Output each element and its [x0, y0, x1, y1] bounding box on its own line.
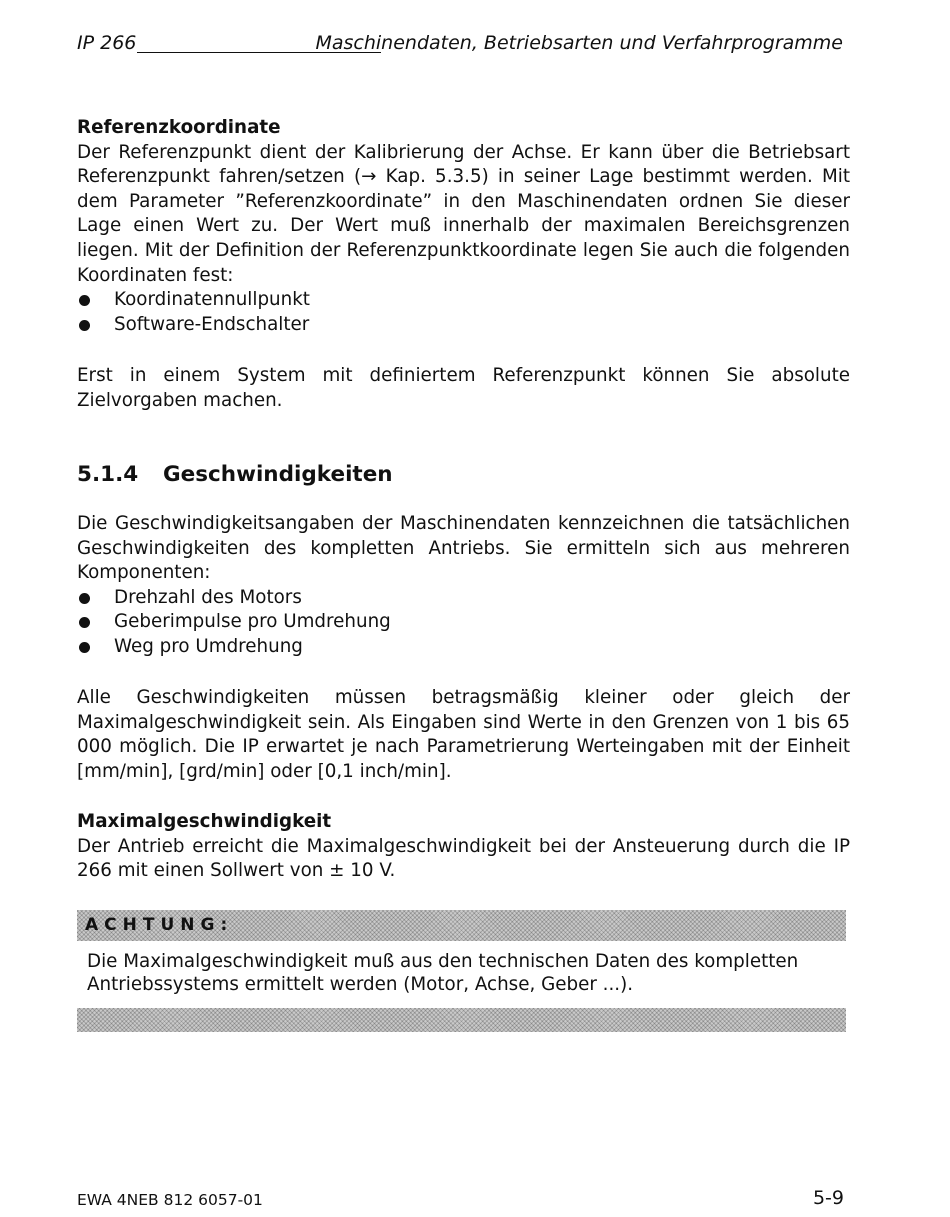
referenz-block — [77, 116, 850, 337]
footer-page-number: 5-9 — [812, 1187, 844, 1209]
list-item-text: Drehzahl des Motors — [114, 586, 302, 608]
header-chapter-title: Maschinendaten, Betriebsarten und Verfahrprogramme — [315, 32, 843, 54]
caution-header-bar — [77, 910, 846, 941]
bullet-icon — [79, 320, 90, 331]
bullet-icon — [79, 642, 90, 653]
list-item-text: Weg pro Umdrehung — [114, 635, 303, 657]
maxgeschw-title: Maximalgeschwindigkeit — [77, 811, 332, 832]
geschw-limits-block — [77, 686, 850, 784]
bullet-icon — [79, 593, 90, 604]
list-item — [77, 610, 850, 635]
caution-footer-bar — [77, 1008, 846, 1032]
list-item — [77, 635, 850, 660]
bullet-icon — [79, 295, 90, 306]
geschw-paragraph: Die Geschwindigkeitsangaben der Maschinendaten kennzeichnen die tatsächlichen Geschwindigkeiten des kompletten Antriebs. Sie ermitteln sich aus mehreren Komponenten: — [77, 513, 850, 584]
list-item-text: Software-Endschalter — [114, 313, 310, 335]
maxgeschw-block — [77, 810, 850, 884]
caution-label: ACHTUNG: — [85, 915, 234, 935]
referenz-paragraph: Der Referenzpunkt dient der Kalibrierung der Achse. Er kann über die Betriebsart Referenzpunkt fahren/setzen (→ Kap. 5.3.5) in seiner Lage bestimmt werden. Mit dem Parameter ”Referenzkoordinate” in den Maschinendaten ordnen Sie dieser Lage einen Wert zu. Der Wert muß innerhalb der maximalen Bereichsgrenzen liegen. Mit der Definition der Referenzpunktkoordinate legen Sie auch die folgenden Koordinaten fest: — [77, 141, 850, 286]
footer-document-number: EWA 4NEB 812 6057-01 — [77, 1191, 263, 1209]
list-item — [77, 288, 850, 313]
maxgeschw-paragraph: Der Antrieb erreicht die Maximalgeschwindigkeit bei der Ansteuerung durch die IP 266 mit einen Sollwert von ± 10 V. — [77, 835, 850, 882]
referenz-closing-block — [77, 364, 850, 413]
referenz-title: Referenzkoordinate — [77, 117, 281, 138]
section-heading — [77, 460, 393, 490]
bullet-icon — [79, 617, 90, 628]
section-number: 5.1.4 — [77, 462, 139, 487]
referenz-bullet-list — [77, 288, 850, 337]
page-header — [77, 30, 843, 56]
list-item-text: Koordinatennullpunkt — [114, 289, 310, 311]
list-item — [77, 313, 850, 338]
referenz-closing-paragraph: Erst in einem System mit definiertem Referenzpunkt können Sie absolute Zielvorgaben machen. — [77, 365, 850, 411]
list-item-text: Geberimpulse pro Umdrehung — [114, 611, 391, 633]
geschw-limits-paragraph: Alle Geschwindigkeiten müssen betragsmäßig kleiner oder gleich der Maximalgeschwindigkeit sein. Als Eingaben sind Werte in den Grenzen von 1 bis 65 000 möglich. Die IP erwartet je nach Parametrierung Werteingaben mit der Einheit [mm/min], [grd/min] oder [0,1 inch/min]. — [77, 687, 850, 782]
caution-text: Die Maximalgeschwindigkeit muß aus den technischen Daten des kompletten Antriebssystems ermittelt werden (Motor, Achse, Geber ...). — [87, 951, 799, 995]
list-item — [77, 586, 850, 611]
header-product: IP 266 — [77, 32, 137, 54]
section-title: Geschwindigkeiten — [163, 462, 393, 487]
geschw-block — [77, 512, 850, 660]
geschw-bullet-list — [77, 586, 850, 660]
